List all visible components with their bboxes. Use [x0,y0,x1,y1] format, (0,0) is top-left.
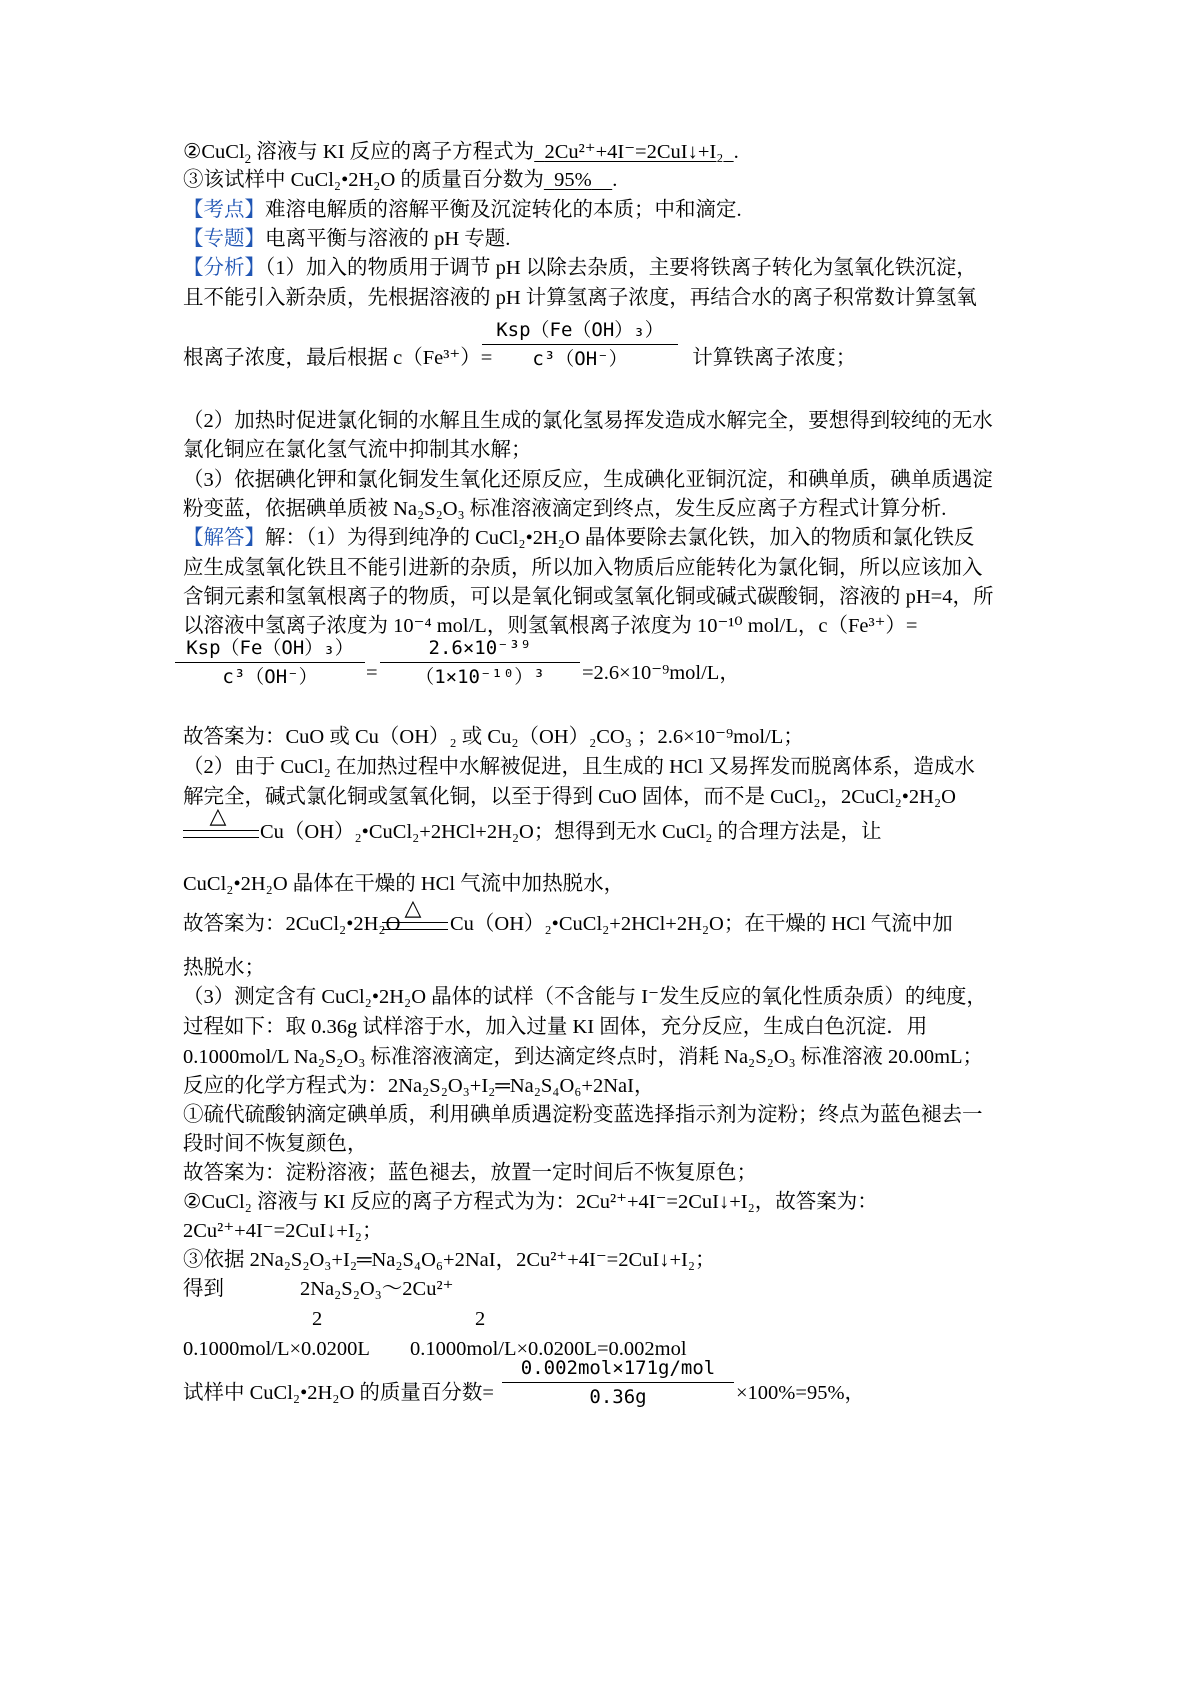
text-line: 含铜元素和氢氧根离子的物质，可以是氧化铜或氢氧化铜或碱式碳酸铜，溶液的 pH=4，所 [183,586,994,608]
fenxi-line: 【分析】（1）加入的物质用于调节 pH 以除去杂质，主要将铁离子转化为氢氧化铁沉淀， [183,257,977,279]
equals-sign: = [366,662,378,684]
result-text: ×100%=95%， [736,1382,866,1404]
kaodian-tag: 【考点】 [183,199,265,221]
heat-symbol: △ [404,896,422,921]
text-line: 应生成氢氧化铁且不能引进新的杂质，所以加入物质后应能转化为氯化铜，所以应该加入 [183,557,983,579]
blank-answer: 2Cu²⁺+4I⁻=2CuI↓+I₂ [544,141,724,163]
text-line: 过程如下：取 0.36g 试样溶于水，加入过量 KI 固体，充分反应，生成白色沉淀．用 [183,1016,928,1038]
text-line: 且不能引入新杂质，先根据溶液的 pH 计算氢离子浓度，再结合水的离子积常数计算氢氧 [183,287,977,309]
text-line: 粉变蓝，依据碘单质被 Na₂S₂O₃ 标准溶液滴定到终点，发生反应离子方程式计算分析. [183,498,947,520]
text-line: 反应的化学方程式为：2Na₂S₂O₃+I₂═Na₂S₄O₆+2NaI， [183,1075,655,1097]
text-line: Cu（OH）₂•CuCl₂+2HCl+2H₂O；在干燥的 HCl 气流中加 [450,913,953,935]
text-line: 段时间不恢复颜色， [183,1133,368,1155]
text-line: 解完全，碱式氯化铜或氢氧化铜，以至于得到 CuO 固体，而不是 CuCl₂，2CuCl₂•2H₂O [183,786,956,808]
blank-answer: 95% [554,169,592,191]
zhuanti-line: 【专题】电离平衡与溶液的 pH 专题. [183,228,511,250]
text-line: CuCl₂•2H₂O 晶体在干燥的 HCl 气流中加热脱水， [183,873,625,895]
fraction-mass: 0.002mol×171g/mol 0.36g [502,1356,734,1409]
jieda-tag: 【解答】 [183,527,265,549]
text-line: 热脱水； [183,957,265,979]
fenxi-tag: 【分析】 [183,257,265,279]
double-arrow-bar [183,830,259,838]
answer-line-2: ②CuCl$_2$ 溶液与 KI 反应的离子方程式为 2Cu²⁺+4I⁻=2CuI↓+I₂ . [183,141,739,167]
text-line: （3）测定含有 CuCl₂•2H₂O 晶体的试样（不含能与 I⁻发生反应的氧化性质杂质）的纯度， [183,986,987,1008]
fraction-ksp: Ksp（Fe（OH）₃） c³（OH⁻） [482,318,678,371]
text-line: 0.1000mol/L×0.0200L=0.002mol [410,1338,687,1360]
fraction-ksp-2: Ksp（Fe（OH）₃） c³（OH⁻） [175,636,365,689]
result-text: =2.6×10⁻⁹mol/L， [582,662,740,684]
text-line: 0.1000mol/L Na₂S₂O₃ 标准溶液滴定，到达滴定终点时，消耗 Na₂S₂O₃ 标准溶液 20.00mL； [183,1046,984,1068]
double-arrow-bar [382,922,448,930]
text-line: 故答案为：2CuCl₂•2H₂O [183,913,401,935]
text-line: ①硫代硫酸钠滴定碘单质，利用碘单质遇淀粉变蓝选择指示剂为淀粉；终点为蓝色褪去一 [183,1104,983,1126]
text-line: （2）由于 CuCl₂ 在加热过程中水解被促进，且生成的 HCl 又易挥发而脱离体系，造成水 [183,756,975,778]
heat-symbol: △ [209,804,227,829]
relation-text: 2Na₂S₂O₃～2Cu²⁺ [300,1278,454,1300]
text-line: 根离子浓度，最后根据 c（Fe³⁺）= 计算铁离子浓度； [183,347,857,369]
kaodian-line: 【考点】难溶电解质的溶解平衡及沉淀转化的本质；中和滴定. [183,199,742,221]
text-line: 故答案为：CuO 或 Cu（OH）₂ 或 Cu₂（OH）₂CO₃ ；2.6×10⁻⁹mol/L； [183,726,804,748]
text-line: 氯化铜应在氯化氢气流中抑制其水解； [183,439,532,461]
text-line: （3）依据碘化钾和氯化铜发生氧化还原反应，生成碘化亚铜沉淀，和碘单质，碘单质遇淀 [183,469,993,491]
text-line: 0.1000mol/L×0.0200L [183,1338,370,1360]
text-line: 以溶液中氢离子浓度为 10⁻⁴ mol/L，则氢氧根离子浓度为 10⁻¹⁰ mol/L，c（Fe³⁺）= [183,615,918,637]
text-line: ②CuCl₂ 溶液与 KI 反应的离子方程式为为：2Cu²⁺+4I⁻=2CuI↓+I₂，故答案为： [183,1191,878,1213]
text-line: 2Cu²⁺+4I⁻=2CuI↓+I₂； [183,1220,383,1242]
text-line: （2）加热时促进氯化铜的水解且生成的氯化氢易挥发造成水解完全，要想得到较纯的无水 [183,410,993,432]
zhuanti-tag: 【专题】 [183,228,265,250]
text-line: 故答案为：淀粉溶液；蓝色褪去，放置一定时间后不恢复原色； [183,1162,757,1184]
answer-line-3: ③该试样中 CuCl₂•2H₂O 的质量百分数为 95% . [183,169,618,191]
jieda-line: 【解答】解：（1）为得到纯净的 CuCl₂•2H₂O 晶体要除去氯化铁，加入的物质和氯化铁反 [183,527,975,549]
text-line: 试样中 CuCl₂•2H₂O 的质量百分数= [183,1382,494,1404]
text-line: 得到 [183,1278,224,1300]
fraction-value: 2.6×10⁻³⁹ （1×10⁻¹⁰）³ [380,636,580,689]
coefficient: 2 [475,1308,486,1330]
text-line: ③依据 2Na₂S₂O₃+I₂═Na₂S₄O₆+2NaI，2Cu²⁺+4I⁻=2CuI↓+I₂； [183,1249,716,1271]
text-line: Cu（OH）₂•CuCl₂+2HCl+2H₂O；想得到无水 CuCl₂ 的合理方法是，让 [260,821,882,843]
coefficient: 2 [312,1308,323,1330]
